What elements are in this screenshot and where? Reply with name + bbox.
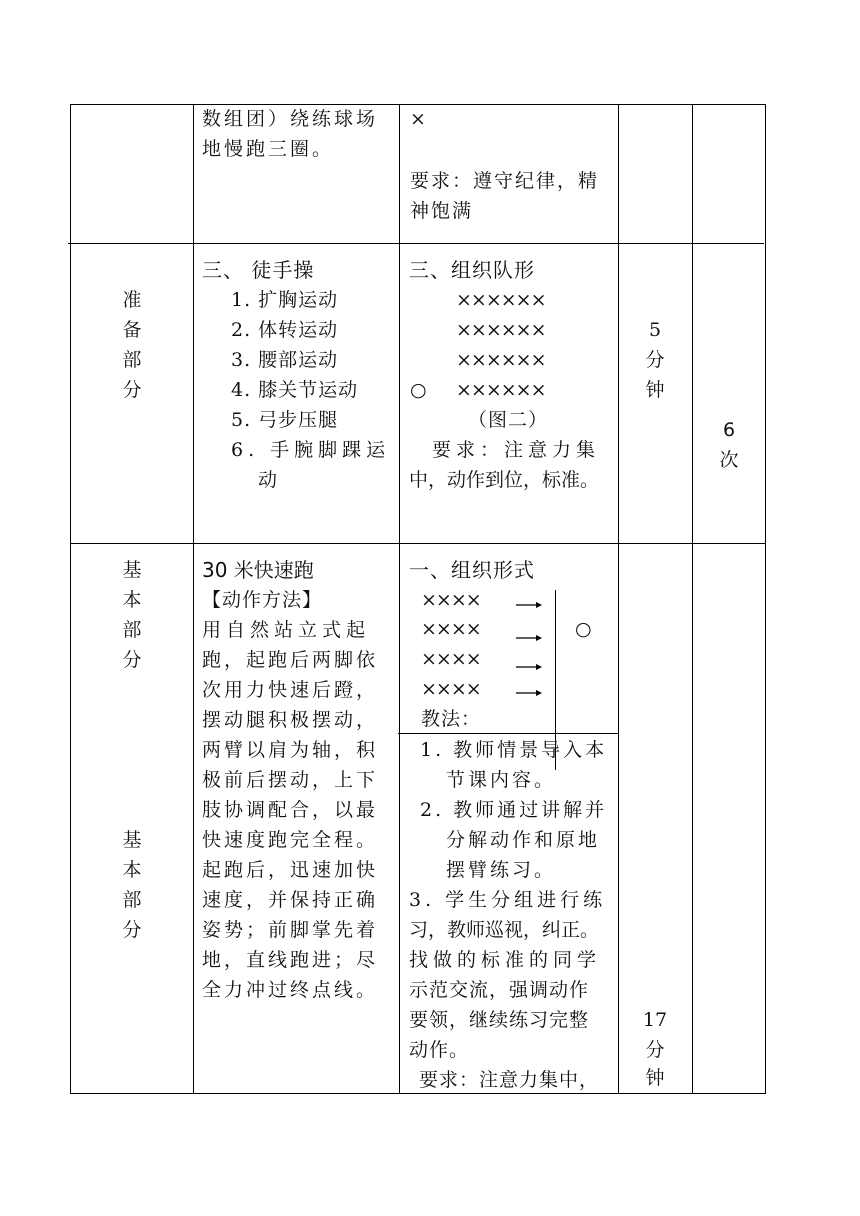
figure-caption: （图二） bbox=[468, 409, 549, 431]
row1-content-line-2: 地慢跑三圈。 bbox=[202, 138, 335, 160]
teach-line-3: 2. 教师通过讲解并 bbox=[420, 799, 608, 821]
col-border-5 bbox=[692, 104, 693, 1094]
teach-line-1: 1. 教师情景导入本 bbox=[420, 739, 608, 761]
section-label-prep-3: 部 bbox=[122, 349, 142, 371]
teach-line-2: 节课内容。 bbox=[446, 769, 557, 791]
prep-count-value: 6 bbox=[722, 419, 736, 441]
col-border-2 bbox=[193, 104, 194, 1094]
section-label-prep-2: 备 bbox=[122, 319, 142, 341]
run-formation-row-1: ×××× bbox=[421, 589, 481, 611]
teach-line-10: 要领，继续练习完整 bbox=[409, 1009, 590, 1031]
row1-requirement-line-2: 神饱满 bbox=[410, 200, 474, 222]
formation-title: 三、组织队形 bbox=[409, 258, 535, 282]
teach-line-11: 动作。 bbox=[409, 1039, 470, 1061]
run-arrow-2 bbox=[516, 633, 542, 643]
section-label-prep-1: 准 bbox=[122, 289, 142, 311]
method-line-9: 起跑后，迅速加快 bbox=[202, 859, 379, 881]
basic-time-unit-2: 钟 bbox=[645, 1067, 665, 1089]
exercise-item-4: 4. 膝关节运动 bbox=[231, 379, 359, 401]
method-line-5: 两臂以肩为轴，积 bbox=[202, 739, 379, 761]
col-border-4 bbox=[618, 104, 619, 1094]
teach-line-12: 要求：注意力集中， bbox=[419, 1069, 600, 1091]
run-formation-row-3: ×××× bbox=[421, 648, 481, 670]
teach-line-8: 找做的标准的同学 bbox=[409, 949, 602, 971]
table-bottom-border bbox=[70, 1093, 766, 1094]
run-arrow-1 bbox=[516, 600, 542, 610]
formation-row-3: ×××××× bbox=[456, 349, 546, 371]
prep-requirement-line-1: 要求：注意力集 bbox=[432, 439, 601, 461]
teach-line-5: 摆臂练习。 bbox=[446, 859, 557, 881]
section-label-basic-a-4: 分 bbox=[122, 649, 142, 671]
col-border-3 bbox=[399, 104, 400, 1094]
section-label-basic-a-3: 部 bbox=[122, 619, 142, 641]
method-line-8: 快速度跑完全程。 bbox=[202, 829, 379, 851]
method-line-12: 地，直线跑进；尽 bbox=[202, 949, 379, 971]
row1-requirement-line-1: 要求：遵守纪律，精 bbox=[410, 170, 600, 192]
formation-row-1: ×××××× bbox=[456, 289, 546, 311]
method-line-10: 速度，并保持正确 bbox=[202, 889, 379, 911]
teach-line-4: 分解动作和原地 bbox=[446, 829, 601, 851]
prep-time-unit-2: 钟 bbox=[645, 379, 665, 401]
run-arrow-4 bbox=[516, 688, 542, 698]
method-line-4: 摆动腿积极摆动， bbox=[202, 709, 379, 731]
col-border-1 bbox=[70, 104, 71, 1094]
exercise-item-2: 2. 体转运动 bbox=[231, 319, 339, 341]
prep-requirement-line-2: 中，动作到位，标准。 bbox=[409, 469, 600, 491]
run-formation-row-2: ×××× bbox=[421, 618, 481, 640]
section-label-basic-b-1: 基 bbox=[122, 829, 142, 851]
section-label-basic-a-1: 基 bbox=[122, 559, 142, 581]
prep-count-unit: 次 bbox=[719, 449, 739, 471]
run-arrow-3 bbox=[516, 662, 542, 672]
teach-line-9: 示范交流，强调动作 bbox=[409, 979, 590, 1001]
method-line-11: 姿势；前脚掌先着 bbox=[202, 919, 379, 941]
row1-bottom-border bbox=[68, 243, 764, 244]
section-label-basic-b-2: 本 bbox=[122, 859, 142, 881]
row2-bottom-border bbox=[70, 543, 766, 544]
prep-time-unit-1: 分 bbox=[645, 349, 665, 371]
basic-time-unit-1: 分 bbox=[645, 1039, 665, 1061]
section-label-basic-a-2: 本 bbox=[122, 589, 142, 611]
run-formation-row-4: ×××× bbox=[421, 678, 481, 700]
method-line-2: 跑，起跑后两脚依 bbox=[202, 649, 379, 671]
run-teacher-symbol: ○ bbox=[575, 618, 593, 640]
org-form-title: 一、组织形式 bbox=[409, 558, 535, 582]
exercise-item-5: 5. 弓步压腿 bbox=[231, 409, 339, 431]
row1-content-line-1: 数组团）绕练球场 bbox=[202, 108, 379, 130]
formation-row-2: ×××××× bbox=[456, 319, 546, 341]
method-line-7: 肢协调配合，以最 bbox=[202, 799, 379, 821]
exercise-item-1: 1. 扩胸运动 bbox=[231, 289, 339, 311]
content-title: 30 米快速跑 bbox=[202, 558, 314, 582]
basic-time-value: 17 bbox=[642, 1009, 668, 1031]
section-label-basic-b-3: 部 bbox=[122, 889, 142, 911]
exercise-item-3: 3. 腰部运动 bbox=[231, 349, 339, 371]
section-label-basic-b-4: 分 bbox=[122, 919, 142, 941]
col-border-6 bbox=[765, 104, 766, 1094]
method-line-6: 极前后摆动，上下 bbox=[202, 769, 379, 791]
teach-label: 教法： bbox=[421, 708, 482, 730]
exercise-item-6-cont: 动 bbox=[258, 469, 279, 491]
teach-line-6: 3. 学生分组进行练 bbox=[409, 889, 607, 911]
method-line-1: 用自然站立式起 bbox=[202, 619, 371, 641]
row1-formation-mark: × bbox=[410, 108, 427, 130]
method-line-13: 全力冲过终点线。 bbox=[202, 979, 379, 1001]
teach-line-7: 习，教师巡视，纠正。 bbox=[409, 919, 600, 941]
exercise-item-6: 6. 手腕脚踝运 bbox=[231, 439, 391, 461]
teacher-symbol: ○ bbox=[410, 379, 428, 401]
prep-time-value: 5 bbox=[648, 319, 662, 341]
formation-row-4: ×××××× bbox=[456, 379, 546, 401]
method-line-3: 次用力快速后蹬， bbox=[202, 679, 379, 701]
section-label-prep-4: 分 bbox=[122, 379, 142, 401]
method-label: 【动作方法】 bbox=[202, 589, 323, 611]
exercise-title: 三、 徒手操 bbox=[202, 258, 315, 282]
